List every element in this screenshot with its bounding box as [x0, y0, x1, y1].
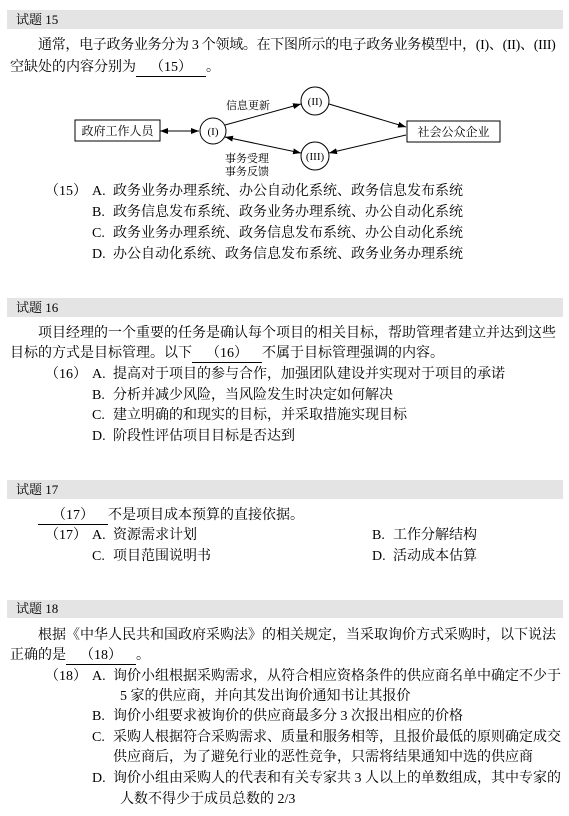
question-title: 试题 16 — [16, 300, 59, 315]
question-title: 试题 17 — [16, 482, 59, 497]
option-letter: C. — [92, 549, 105, 564]
question-stem-line: 通常，电子政务业务分为 3 个领域。在下图所示的电子政务业务模型中，(I)、(II)、(III) — [38, 38, 556, 53]
option-text: 询价小组要求被询价的供应商最多分 3 次报出相应的价格 — [113, 709, 463, 724]
option-letter: B. — [92, 709, 105, 724]
question-stem-line: 根据《中华人民共和国政府采购法》的相关规定，当采取询价方式采购时，以下说法 — [38, 628, 556, 643]
option-text: 工作分解结构 — [393, 528, 477, 543]
stem-text: 空缺处的内容分别为 — [10, 60, 136, 75]
stem-text: 正确的是 — [10, 648, 66, 663]
option-text: 询价小组由采购人的代表和有关专家共 3 人以上的单数组成，其中专家的 — [113, 771, 561, 786]
node-3-label: (III) — [305, 151, 325, 163]
option-letter: C. — [92, 226, 105, 241]
answer-blank: （17） — [38, 508, 108, 525]
option-row-c — [0, 406, 569, 426]
option-letter: A. — [92, 367, 106, 382]
option-text: 分析并减少风险，当风险发生时决定如何解决 — [113, 388, 393, 403]
option-row-d — [0, 245, 569, 265]
option-row-b — [0, 203, 569, 223]
option-text: 办公自动化系统、政务信息发布系统、政务业务办理系统 — [113, 247, 463, 262]
question-number: （15） — [45, 184, 87, 199]
question-header-bar — [7, 480, 563, 499]
option-letter: D. — [92, 771, 106, 786]
option-text: 项目范围说明书 — [113, 549, 211, 564]
question-header-bar — [7, 600, 563, 618]
stem-text: 。 — [206, 60, 220, 75]
option-letter: D. — [372, 549, 386, 564]
question-stem-line — [38, 506, 304, 526]
option-letter: C. — [92, 408, 105, 423]
question-number: （16） — [45, 367, 87, 382]
edge-public-to-node-3 — [329, 135, 406, 153]
question-stem-line — [10, 58, 220, 78]
question-stem-line — [10, 344, 444, 364]
stem-text: 。 — [136, 648, 150, 663]
question-title: 试题 15 — [16, 12, 59, 27]
option-row-cd — [0, 547, 569, 567]
edge-label-feedback: 事务反馈 — [225, 166, 269, 178]
question-header-bar — [7, 10, 563, 29]
option-row-c-continued — [0, 748, 569, 768]
option-text: 活动成本估算 — [393, 549, 477, 564]
option-letter: D. — [92, 429, 106, 444]
option-row-b — [0, 386, 569, 406]
option-row-d — [0, 769, 569, 789]
question-number: （17） — [45, 528, 87, 543]
option-letter: B. — [92, 388, 105, 403]
option-row-ab — [0, 526, 569, 546]
option-letter: B. — [372, 528, 385, 543]
option-row-d — [0, 427, 569, 447]
option-text: 提高对于项目的参与合作，加强团队建设并实现对于项目的承诺 — [113, 367, 505, 382]
node-2-label: (II) — [307, 96, 323, 108]
option-row-a — [0, 182, 569, 202]
option-row-c — [0, 224, 569, 244]
stem-text: 不是项目成本预算的直接依据。 — [108, 508, 304, 523]
question-header-bar — [7, 298, 563, 317]
option-text: 政务业务办理系统、办公自动化系统、政务信息发布系统 — [113, 184, 463, 199]
option-letter: A. — [92, 669, 106, 684]
option-row-a-continued — [0, 687, 569, 707]
government-staff-label: 政府工作人员 — [81, 124, 154, 138]
option-text-continued: 5 家的供应商，并向其发出询价通知书让其报价 — [120, 689, 411, 704]
question-stem-line — [10, 646, 150, 666]
option-row-a — [0, 365, 569, 385]
option-row-c — [0, 728, 569, 748]
edge-node-2-to-public — [329, 104, 406, 127]
public-enterprise-label: 社会公众企业 — [417, 125, 490, 139]
option-text: 资源需求计划 — [113, 528, 197, 543]
answer-blank: （16） — [192, 346, 262, 363]
option-text: 建立明确的和现实的目标，并采取措施实现目标 — [113, 408, 407, 423]
option-letter: A. — [92, 184, 106, 199]
option-letter: B. — [92, 205, 105, 220]
option-row-a — [0, 667, 569, 687]
option-letter: D. — [92, 247, 106, 262]
answer-blank: （15） — [136, 60, 206, 77]
option-row-b — [0, 707, 569, 727]
option-letter: C. — [92, 730, 105, 745]
option-row-d-continued — [0, 790, 569, 810]
option-text-continued: 人数不得少于成员总数的 2/3 — [120, 792, 296, 807]
stem-text: 目标的方式是目标管理。以下 — [10, 346, 192, 361]
option-text: 阶段性评估项目目标是否达到 — [113, 429, 295, 444]
answer-blank: （18） — [66, 648, 136, 665]
edge-label-update: 信息更新 — [226, 100, 270, 112]
option-text: 政务业务办理系统、政务信息发布系统、办公自动化系统 — [113, 226, 463, 241]
option-text: 询价小组根据采购需求，从符合相应资格条件的供应商名单中确定不少于 — [113, 669, 561, 684]
option-text-continued: 供应商后，为了避免行业的恶性竞争，只需将结果通知中选的供应商 — [113, 750, 533, 765]
option-letter: A. — [92, 528, 106, 543]
edge-label-accept: 事务受理 — [225, 153, 269, 165]
stem-text: 不属于目标管理强调的内容。 — [262, 346, 444, 361]
egovernment-model-diagram — [0, 85, 569, 185]
question-number: （18） — [45, 669, 87, 684]
question-stem-line: 项目经理的一个重要的任务是确认每个项目的相关目标，帮助管理者建立并达到这些 — [38, 326, 556, 341]
option-text: 采购人根据符合采购需求、质量和服务相等，且报价最低的原则确定成交 — [113, 730, 561, 745]
option-text: 政务信息发布系统、政务业务办理系统、办公自动化系统 — [113, 205, 463, 220]
question-title: 试题 18 — [16, 601, 59, 616]
edge-node-1-to-node-3 — [225, 137, 301, 153]
node-1-label: (I) — [207, 126, 219, 138]
